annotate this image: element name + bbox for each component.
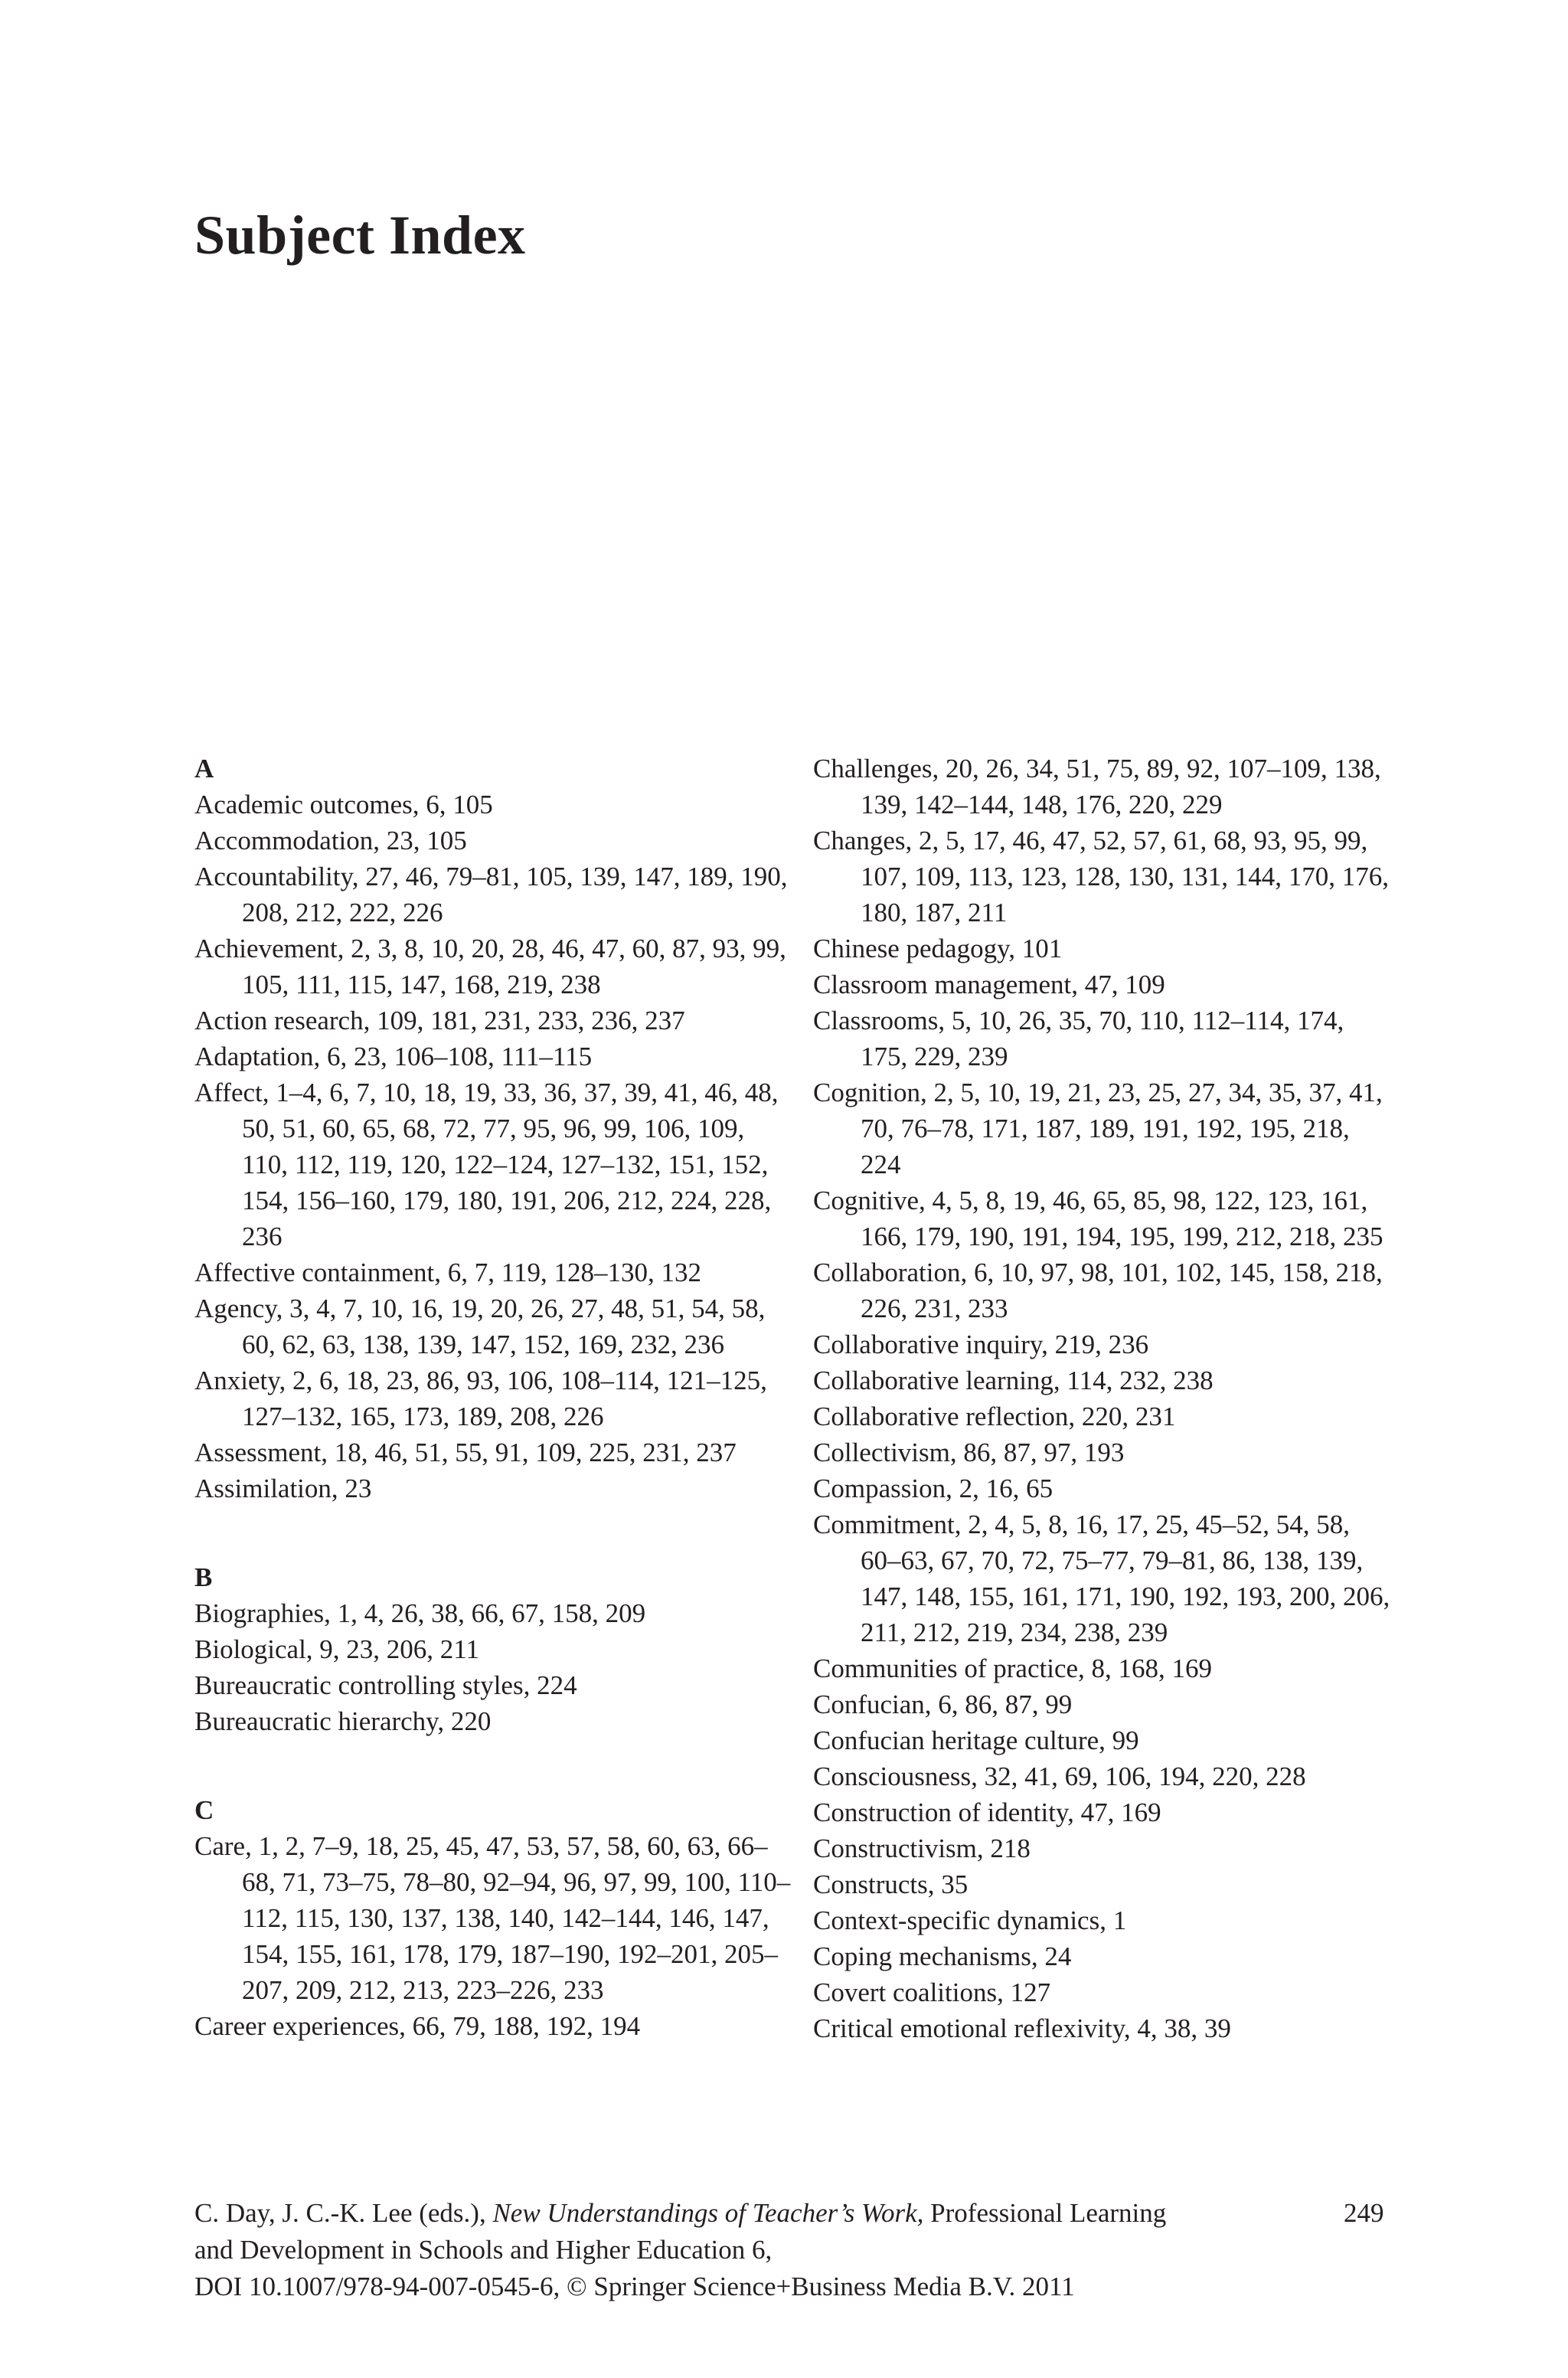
section-letter: A (194, 754, 214, 783)
index-entry: Cognition, 2, 5, 10, 19, 21, 23, 25, 27, 34, 35, 37, 41, 70, 76–78, 171, 187, 189, 191, 192, 195, 218, 224 (813, 1078, 1383, 1179)
index-entry: Agency, 3, 4, 7, 10, 16, 19, 20, 26, 27, 48, 51, 54, 58, 60, 62, 63, 138, 139, 147, 152, 169, 232, 236 (194, 1294, 766, 1359)
index-entry: Context-specific dynamics, 1 (813, 1905, 1127, 1935)
index-entry: Confucian, 6, 86, 87, 99 (813, 1689, 1073, 1719)
index-entry: Collaborative inquiry, 219, 236 (813, 1330, 1149, 1359)
footer-citation (194, 2195, 1389, 2305)
index-entry: Constructivism, 218 (813, 1833, 1031, 1863)
index-entry: Construction of identity, 47, 169 (813, 1797, 1161, 1827)
index-entry: Collectivism, 86, 87, 97, 193 (813, 1438, 1125, 1467)
citation-series: Professional Learning (930, 2198, 1167, 2228)
index-entry: Communities of practice, 8, 168, 169 (813, 1653, 1213, 1683)
section-letter: C (194, 1795, 214, 1825)
index-entry: Coping mechanisms, 24 (813, 1941, 1072, 1971)
citation-editors: C. Day, J. C.-K. Lee (eds.), (194, 2198, 486, 2228)
index-entry: Action research, 109, 181, 231, 233, 236, 237 (194, 1006, 685, 1035)
index-entry: Challenges, 20, 26, 34, 51, 75, 89, 92, 107–109, 138, 139, 142–144, 148, 176, 220, 229 (813, 754, 1381, 819)
index-entry: Collaboration, 6, 10, 97, 98, 101, 102, 145, 158, 218, 226, 231, 233 (813, 1258, 1383, 1323)
citation-line-1 (194, 2195, 1389, 2232)
index-entry: Covert coalitions, 127 (813, 1977, 1051, 2007)
index-entry: Critical emotional reflexivity, 4, 38, 39 (813, 2013, 1231, 2043)
index-entry: Compassion, 2, 16, 65 (813, 1474, 1054, 1503)
page-title: Subject Index (194, 204, 526, 266)
index-entry: Bureaucratic controlling styles, 224 (194, 1670, 577, 1700)
index-entry: Assessment, 18, 46, 51, 55, 91, 109, 225, 231, 237 (194, 1438, 737, 1467)
index-entry: Career experiences, 66, 79, 188, 192, 194 (194, 2011, 641, 2041)
index-entry: Achievement, 2, 3, 8, 10, 20, 28, 46, 47, 60, 87, 93, 99, 105, 111, 115, 147, 168, 219, 238 (194, 934, 786, 999)
index-entry: Affective containment, 6, 7, 119, 128–130, 132 (194, 1258, 701, 1287)
index-section-c (194, 1792, 792, 2044)
index-entry: Accommodation, 23, 105 (194, 826, 467, 855)
index-entry: Care, 1, 2, 7–9, 18, 25, 45, 47, 53, 57, 58, 60, 63, 66–68, 71, 73–75, 78–80, 92–94, 96, 97, 99, 100, 110–112, 115, 130, 137, 138, 140, 142–144, 146, 147, 154, 155, 161, 178, 179, 187–190, 192–201, 205–207, 209, 212, 213, 223–226, 233 (194, 1831, 791, 2005)
index-entry: Collaborative reflection, 220, 231 (813, 1402, 1176, 1431)
index-entry: Confucian heritage culture, 99 (813, 1725, 1139, 1755)
index-entry: Chinese pedagogy, 101 (813, 934, 1063, 963)
citation-doi: DOI 10.1007/978-94-007-0545-6, © Springer Science+Business Media B.V. 2011 (194, 2272, 1075, 2301)
index-entry: Biographies, 1, 4, 26, 38, 66, 67, 158, 209 (194, 1598, 646, 1628)
index-entry: Anxiety, 2, 6, 18, 23, 86, 93, 106, 108–114, 121–125, 127–132, 165, 173, 189, 208, 226 (194, 1366, 767, 1431)
index-entry: Biological, 9, 23, 206, 211 (194, 1634, 480, 1664)
index-entry: Constructs, 35 (813, 1869, 969, 1899)
index-section-a (194, 751, 792, 1506)
index-entry: Cognitive, 4, 5, 8, 19, 46, 65, 85, 98, 122, 123, 161, 166, 179, 190, 191, 194, 195, 199, 212, 218, 235 (813, 1186, 1383, 1251)
index-entry: Bureaucratic hierarchy, 220 (194, 1706, 492, 1736)
index-column-left (194, 751, 792, 2097)
citation-book-title: New Understandings of Teacher’s Work, (492, 2198, 924, 2228)
index-entry: Classrooms, 5, 10, 26, 35, 70, 110, 112–114, 174, 175, 229, 239 (813, 1006, 1344, 1071)
index-entry: Changes, 2, 5, 17, 46, 47, 52, 57, 61, 68, 93, 95, 99, 107, 109, 113, 123, 128, 130, 131, 144, 170, 176, 180, 187, 211 (813, 826, 1389, 927)
citation-series-continued: and Development in Schools and Higher Education 6, (194, 2235, 773, 2265)
index-entry: Academic outcomes, 6, 105 (194, 790, 493, 819)
index-entry: Consciousness, 32, 41, 69, 106, 194, 220, 228 (813, 1761, 1306, 1791)
index-entry: Adaptation, 6, 23, 106–108, 111–115 (194, 1042, 593, 1071)
index-section-b (194, 1559, 792, 1739)
section-letter: B (194, 1562, 213, 1592)
index-entry: Assimilation, 23 (194, 1474, 372, 1503)
index-column-right (813, 751, 1395, 2046)
index-entry: Commitment, 2, 4, 5, 8, 16, 17, 25, 45–52, 54, 58, 60–63, 67, 70, 72, 75–77, 79–81, 86, 138, 139, 147, 148, 155, 161, 171, 190, 192, 193, 200, 206, 211, 212, 219, 234, 238, 239 (813, 1510, 1390, 1647)
page-number: 249 (1344, 2198, 1384, 2228)
index-entry: Collaborative learning, 114, 232, 238 (813, 1366, 1214, 1395)
index-entry: Affect, 1–4, 6, 7, 10, 18, 19, 33, 36, 37, 39, 41, 46, 48, 50, 51, 60, 65, 68, 72, 77, 95, 96, 99, 106, 109, 110, 112, 119, 120, 122–124, 127–132, 151, 152, 154, 156–160, 179, 180, 191, 206, 212, 224, 228, 236 (194, 1078, 779, 1251)
index-entry: Classroom management, 47, 109 (813, 970, 1165, 999)
index-entry: Accountability, 27, 46, 79–81, 105, 139, 147, 189, 190, 208, 212, 222, 226 (194, 862, 788, 927)
